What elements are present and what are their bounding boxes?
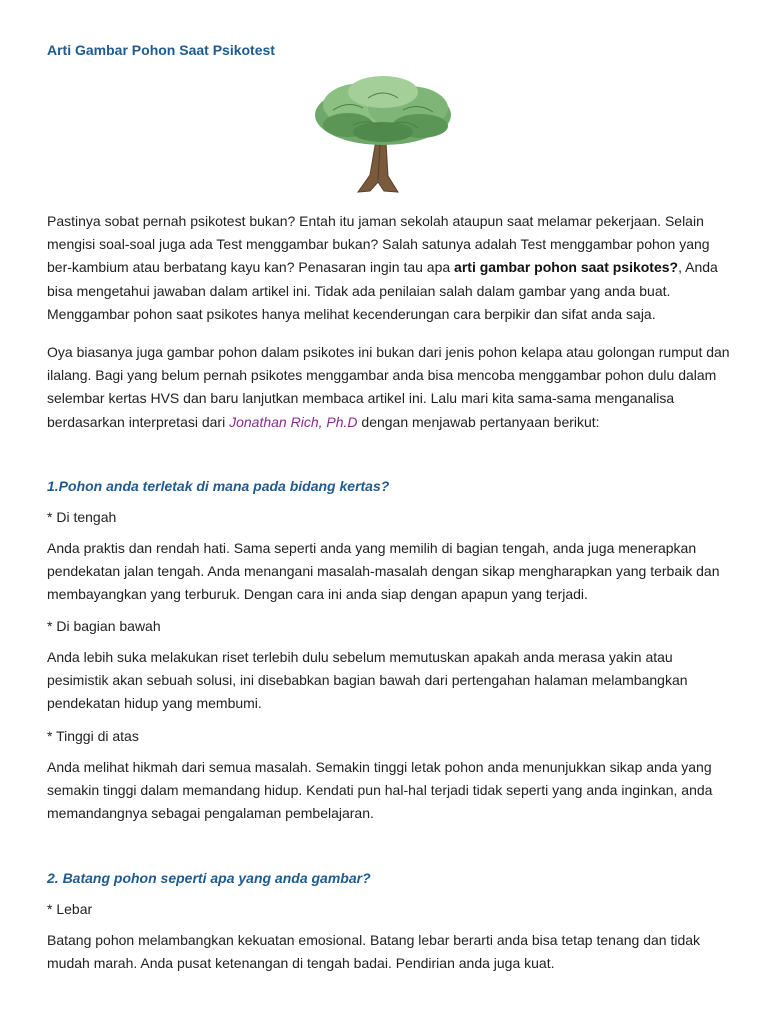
q1-description-1: Anda praktis dan rendah hati. Sama seperti anda yang memilih di bagian tengah, anda juga menerapkan pendekatan jalan tengah. Anda menangani masalah-masalah dengan sikap mengharapkan yang terbaik dan membayangkan yang terburuk. Dengan cara ini anda siap dengan apapun yang terjadi.: [47, 540, 720, 603]
foliage-bottom: [353, 122, 413, 142]
intro-bold: arti gambar pohon saat psikotes?: [454, 259, 679, 276]
q2-description-1: Batang pohon melambangkan kekuatan emosional. Batang lebar berarti anda bisa tetap tenang dan tidak mudah marah. Anda pusat ketenangan di tengah badai. Pendirian anda juga kuat.: [47, 932, 701, 972]
article-title: Arti Gambar Pohon Saat Psikotest: [47, 42, 275, 58]
q1-option-1: * Di tengah: [47, 509, 117, 525]
q1-option-2: * Di bagian bawah: [47, 618, 161, 634]
question-1: 1.Pohon anda terletak di mana pada bidang kertas?: [47, 478, 390, 494]
q1-option-3: * Tinggi di atas: [47, 728, 139, 744]
author-name: Jonathan Rich, Ph.D: [229, 413, 358, 430]
para2-text-2: dengan menjawab pertanyaan berikut:: [357, 413, 600, 430]
q1-description-3: Anda melihat hikmah dari semua masalah. Semakin tinggi letak pohon anda menunjukkan sikap anda yang semakin tinggi dalam memandang hidup. Kendati pun hal-hal terjadi tidak seperti yang anda inginkan, anda memandangnya sebagai pengalaman pembelajaran.: [47, 759, 713, 822]
tree-trunk: [358, 140, 398, 192]
intro-text-1: Pastinya sobat pernah psikotest bukan? Entah itu jaman sekolah ataupun saat melamar pekerjaan. Selain mengisi soal-soal juga ada Test menggambar bukan? Salah satunya adalah Test menggambar pohon yang ber-kambium atau berbatang kayu kan? Penasaran ingin tau apa: [47, 213, 710, 276]
q1-description-2: Anda lebih suka melakukan riset terlebih dulu sebelum memutuskan apakah anda merasa yakin atau pesimistik akan sebuah solusi, ini disebabkan bagian bawah dari pertengahan halaman melambangkan pendekatan hidup yang membumi.: [47, 649, 688, 712]
intro-paragraph: [47, 210, 737, 326]
tree-illustration: [308, 70, 458, 200]
para2-text-1: Oya biasanya juga gambar pohon dalam psikotes ini bukan dari jenis pohon kelapa atau golongan rumput dan ilalang. Bagi yang belum pernah psikotes menggambar anda bisa mencoba menggambar pohon dulu dalam selembar kertas HVS dan baru lanjutkan membaca artikel ini. Lalu mari kita sama-sama menganalisa berdasarkan interpretasi dari: [47, 344, 730, 430]
second-paragraph: [47, 341, 737, 434]
foliage-top: [348, 76, 418, 108]
question-2: 2. Batang pohon seperti apa yang anda gambar?: [47, 870, 371, 886]
q2-option-1: * Lebar: [47, 901, 93, 917]
intro-text-2: , Anda bisa mengetahui jawaban dalam artikel ini. Tidak ada penilaian salah dalam gambar yang anda buat. Menggambar pohon saat psikotes hanya melihat kecenderungan cara berpikir dan sifat anda saja.: [47, 259, 718, 322]
